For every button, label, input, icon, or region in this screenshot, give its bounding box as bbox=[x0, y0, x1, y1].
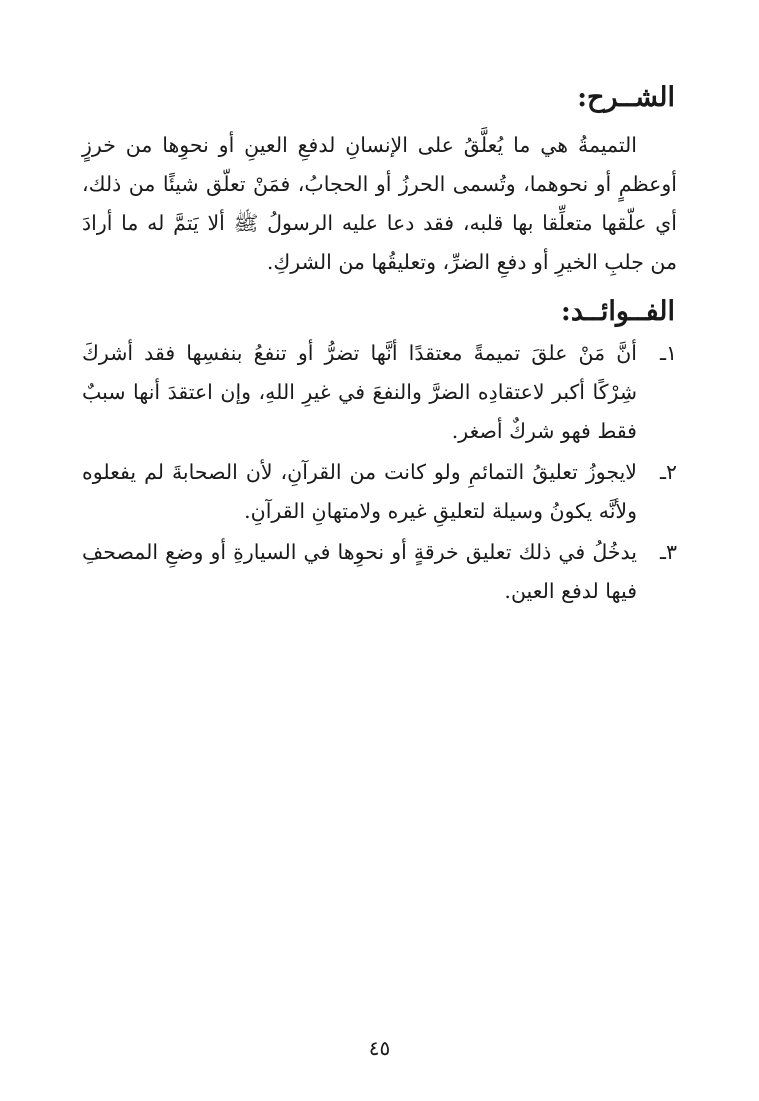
benefit-text-1: أنَّ مَنْ علقَ تميمةً معتقدًا أنَّها تضرُّ أو تنفعُ بنفسِها فقد أشركَ شِرْكًا أكبر لاعتقادِه الضرَّ والنفعَ في غيرِ اللهِ، وإن اعتقدَ أنها سببٌ فقط فهو شركٌ أصغر. bbox=[82, 341, 637, 443]
page-number: ٤٥ bbox=[368, 1036, 391, 1060]
benefit-text-3: يدخُلُ في ذلك تعليق خرقةٍ أو نحوِها في السيارةِ أو وضعِ المصحفِ فيها لدفع العين. bbox=[82, 540, 637, 603]
benefit-item-2 bbox=[82, 453, 677, 531]
benefit-item-1 bbox=[82, 334, 677, 451]
benefit-number-3: ٣ـ bbox=[659, 540, 677, 564]
benefit-number-2: ٢ـ bbox=[659, 460, 677, 484]
benefit-number-1: ١ـ bbox=[659, 341, 677, 365]
explanation-heading: الشــرح: bbox=[577, 82, 675, 113]
page-content bbox=[82, 78, 677, 613]
benefits-heading: الفــوائــد: bbox=[560, 296, 675, 327]
benefit-item-3 bbox=[82, 533, 677, 611]
benefit-text-2: لايجوزُ تعليقُ التمائمِ ولو كانت من القرآنِ، لأن الصحابةَ لم يفعلوه ولأنَّه يكونُ وسيلة لتعليقِ غيره ولامتهانِ القرآنِ. bbox=[82, 460, 637, 523]
benefits-list bbox=[82, 334, 677, 611]
explanation-paragraph: التميمةُ هي ما يُعلَّقُ على الإنسانِ لدفعِ العينِ أو نحوِها من خرزٍ أوعظمٍ أو نحوهما، وتُسمى الحرزُ أو الحجابُ، فمَنْ تعلّق شيئًا من ذلك، أي علّقها متعلِّقا بها قلبه، فقد دعا عليه الرسولُ ﷺ ألا يَتمَّ له ما أرادَ من جلبِ الخيرِ أو دفعِ الضرِّ، وتعليقُها من الشركِ. bbox=[82, 133, 677, 274]
